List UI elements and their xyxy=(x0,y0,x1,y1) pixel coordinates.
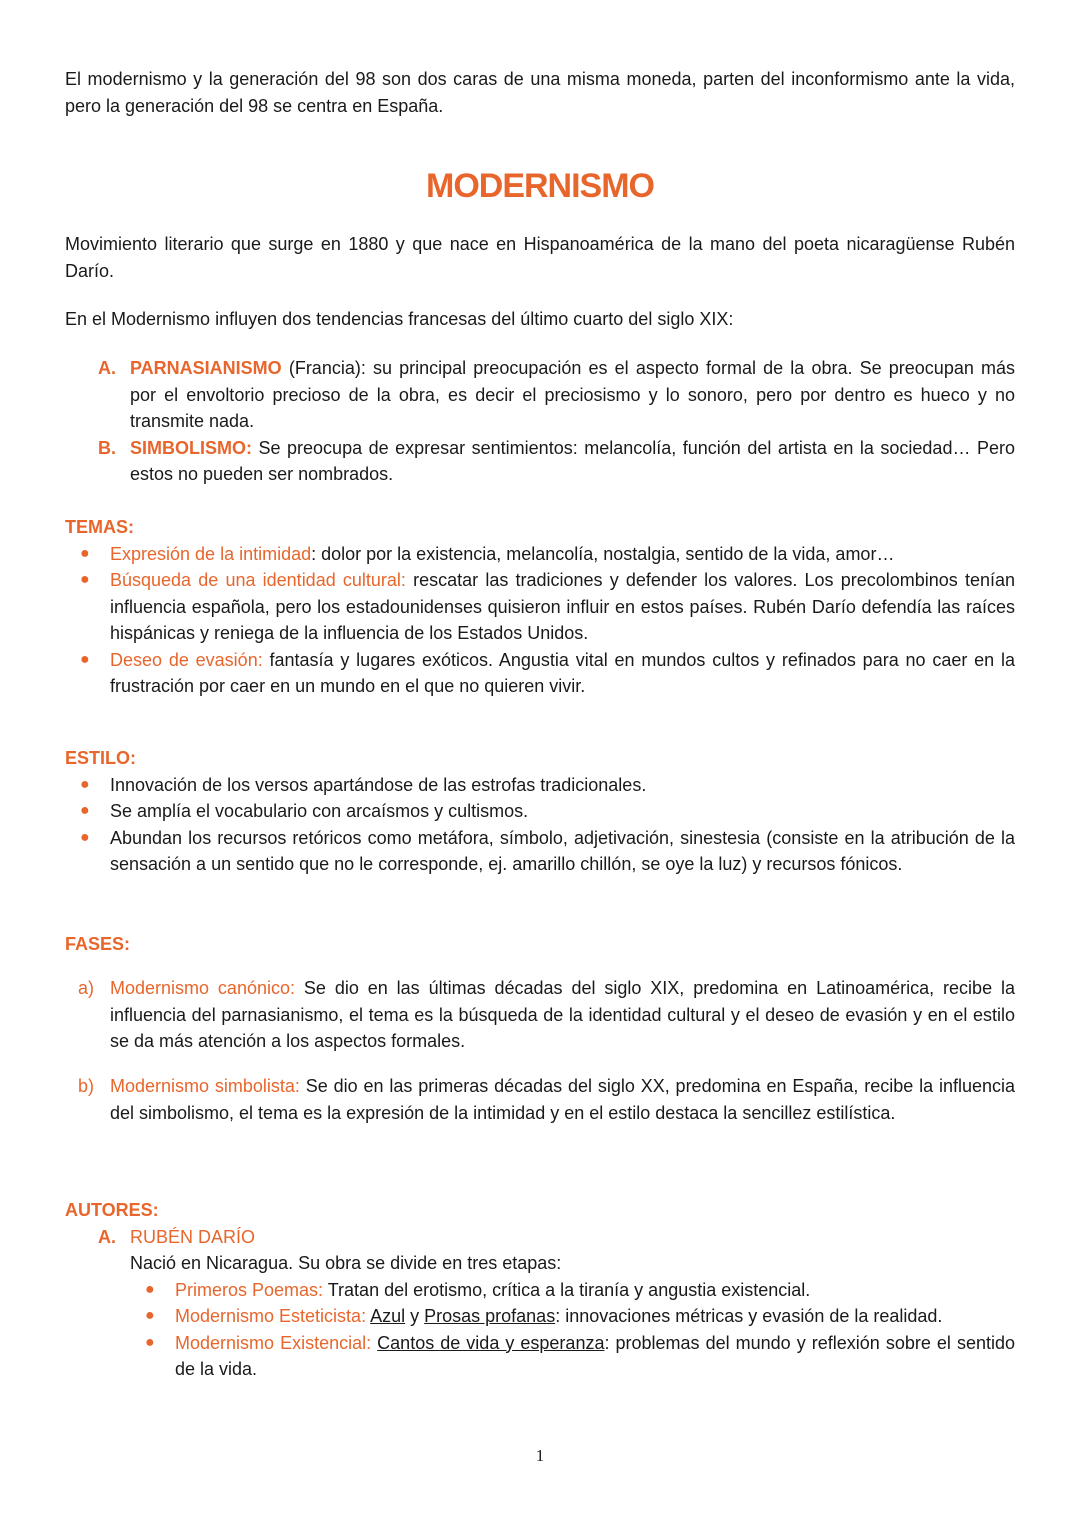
etapa-connector: y xyxy=(405,1306,425,1326)
list-item xyxy=(65,772,1015,799)
bullet-icon: ● xyxy=(80,650,90,668)
fase-label: Modernismo simbolista: xyxy=(110,1076,300,1096)
autores-heading: AUTORES: xyxy=(65,1200,159,1220)
page-number: 1 xyxy=(535,1446,545,1465)
bullet-icon: ● xyxy=(80,828,90,846)
list-marker: A. xyxy=(98,358,116,378)
etapa-text: : problemas del mundo y reflexión sobre el sentido de la vida. xyxy=(175,1332,1015,1379)
work-title: Cantos de vida y esperanza xyxy=(377,1332,605,1353)
estilo-heading: ESTILO: xyxy=(65,748,136,768)
tendencia-item xyxy=(65,435,1015,488)
bullet-icon: ● xyxy=(145,1307,155,1324)
etapa-text: Tratan del erotismo, crítica a la tiranía y angustia existencial. xyxy=(323,1279,811,1300)
item-label: Búsqueda de una identidad cultural: xyxy=(110,570,406,590)
list-item xyxy=(65,567,1015,647)
fase-item xyxy=(65,1073,1015,1126)
item-label: Expresión de la intimidad xyxy=(110,543,312,564)
work-title: Prosas profanas xyxy=(424,1306,556,1326)
bullet-icon: ● xyxy=(80,775,90,793)
tendencia-text: (Francia): su principal preocupación es el aspecto formal de la obra. Se preocupan más por el envoltorio precioso de la obra, es decir el preciosismo y lo sonoro, pero por dentro es hueco y no transmite nada. xyxy=(130,358,1015,431)
fases-heading: FASES: xyxy=(65,934,131,954)
bullet-icon: ● xyxy=(145,1280,155,1298)
list-marker: A. xyxy=(98,1226,116,1247)
influences-paragraph: En el Modernismo influyen dos tendencias francesas del último cuarto del siglo XIX: xyxy=(65,309,734,329)
estilo-list xyxy=(65,772,1015,878)
list-item xyxy=(65,825,1015,878)
temas-list xyxy=(65,541,1015,700)
author-name: RUBÉN DARÍO xyxy=(130,1226,256,1247)
item-text: Innovación de los versos apartándose de las estrofas tradicionales. xyxy=(110,774,647,795)
list-marker: b) xyxy=(78,1076,95,1096)
item-text: Se amplía el vocabulario con arcaísmos y cultismos. xyxy=(110,801,529,821)
list-item xyxy=(130,1330,1015,1383)
author-intro: Nació en Nicaragua. Su obra se divide en tres etapas: xyxy=(130,1253,562,1273)
fase-label: Modernismo canónico: xyxy=(110,978,295,998)
page-title: MODERNISMO xyxy=(426,167,654,205)
work-title: Azul xyxy=(370,1306,406,1326)
etapas-list xyxy=(65,1277,1015,1383)
tendencia-item xyxy=(65,355,1015,435)
list-marker: a) xyxy=(78,978,95,998)
bullet-icon: ● xyxy=(80,802,90,819)
bullet-icon: ● xyxy=(80,571,90,588)
tendencia-name: PARNASIANISMO xyxy=(130,358,282,378)
etapa-text: : innovaciones métricas y evasión de la realidad. xyxy=(555,1306,943,1326)
list-item xyxy=(65,541,1015,568)
fase-text: Se dio en las primeras décadas del siglo XX, predomina en España, recibe la influencia del simbolismo, el tema es la expresión de la intimidad y en el estilo destaca la sencillez estilística. xyxy=(110,1076,1015,1123)
definition-paragraph: Movimiento literario que surge en 1880 y que nace en Hispanoamérica de la mano del poeta nicaragüense Rubén Darío. xyxy=(65,234,1015,281)
list-marker: B. xyxy=(98,437,116,458)
etapa-label: Modernismo Esteticista: xyxy=(175,1306,367,1326)
autores-section xyxy=(65,1197,1015,1383)
item-text: Abundan los recursos retóricos como metáfora, símbolo, adjetivación, sinestesia (consiste en la atribución de la sensación a un sentido que no le corresponde, ej. amarillo chillón, se oye la luz) y recursos fónicos. xyxy=(110,827,1015,874)
list-item xyxy=(65,798,1015,825)
temas-section xyxy=(65,514,1015,700)
fase-a xyxy=(65,975,1015,1055)
etapa-label: Modernismo Existencial: xyxy=(175,1332,372,1353)
intro-paragraph: El modernismo y la generación del 98 son dos caras de una misma moneda, parten del inconformismo ante la vida, pero la generación del 98 se centra en España. xyxy=(65,69,1015,116)
bullet-icon: ● xyxy=(80,544,90,562)
tendencia-text: Se preocupa de expresar sentimientos: melancolía, función del artista en la sociedad… Pero estos no pueden ser nombrados. xyxy=(130,437,1015,484)
list-item xyxy=(130,1303,1015,1330)
fase-text: Se dio en las últimas décadas del siglo XIX, predomina en Latinoamérica, recibe la influencia del parnasianismo, el tema es la búsqueda de la identidad cultural y el deseo de evasión y en el estilo se da más atención a los aspectos formales. xyxy=(110,978,1015,1051)
item-label: Deseo de evasión: xyxy=(110,649,263,670)
list-item xyxy=(65,647,1015,700)
author-item xyxy=(65,1224,1015,1251)
fase-item xyxy=(65,975,1015,1055)
temas-heading: TEMAS: xyxy=(65,517,134,537)
bullet-icon: ● xyxy=(145,1333,155,1351)
fase-b xyxy=(65,1073,1015,1126)
tendencia-name: SIMBOLISMO: xyxy=(130,437,252,458)
item-text: fantasía y lugares exóticos. Angustia vital en mundos cultos y refinados para no caer en la frustración por caer en un mundo en el que no quieren vivir. xyxy=(110,649,1015,696)
etapa-label: Primeros Poemas: xyxy=(175,1279,324,1300)
tendencias-list xyxy=(65,355,1015,488)
estilo-section xyxy=(65,745,1015,878)
list-item xyxy=(130,1277,1015,1304)
item-text: rescatar las tradiciones y defender los valores. Los precolombinos tenían influencia española, pero los estadounidenses quisieron influir en estos países. Rubén Darío defendía las raíces hispánicas y reniega de la influencia de los Estados Unidos. xyxy=(110,570,1016,643)
item-text: : dolor por la existencia, melancolía, nostalgia, sentido de la vida, amor… xyxy=(311,543,895,564)
